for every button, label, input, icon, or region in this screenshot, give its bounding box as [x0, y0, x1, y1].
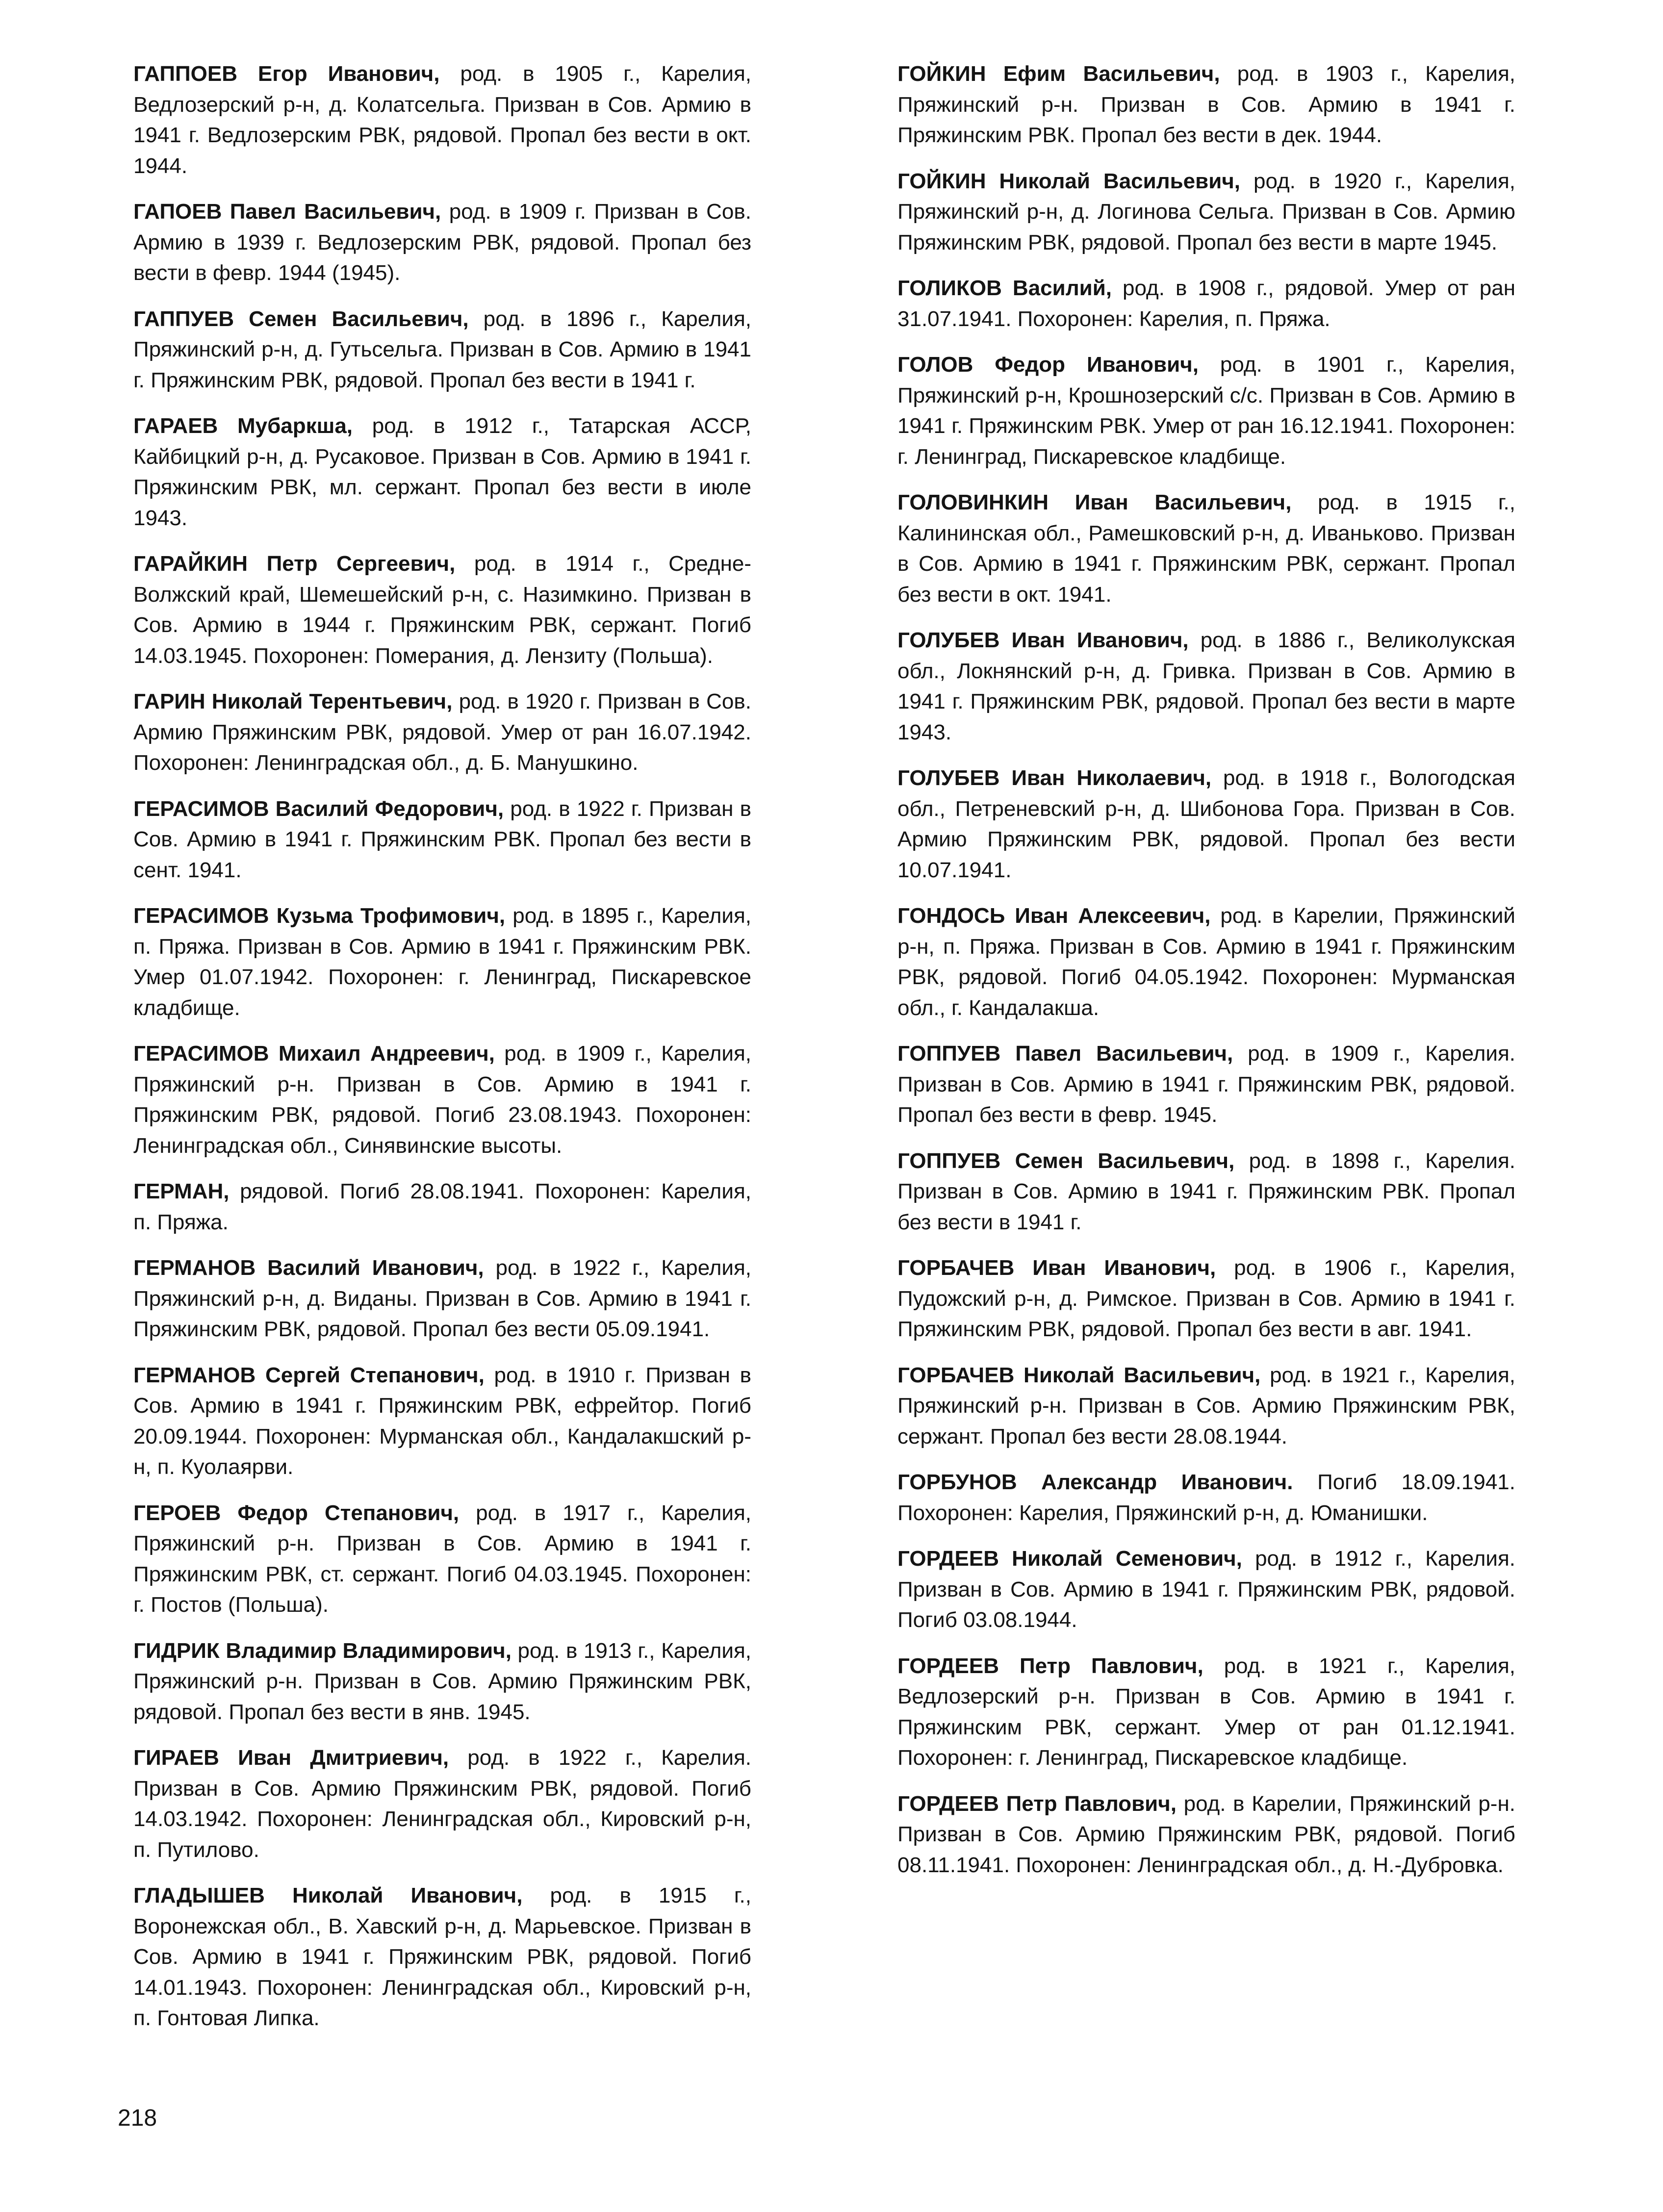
- left-column: [133, 59, 751, 2049]
- entry: [133, 1253, 751, 1345]
- entry-text: род. в 1917 г., Карелия, Пряжинский р-н. Призван в Сов. Армию в 1941 г. Пряжинским РВК, ст. сержант. Погиб 04.03.1945. Похоронен: г. Постов (Польша).: [133, 1500, 751, 1617]
- entry: [133, 1039, 751, 1161]
- entry-name: ГОЛУБЕВ Иван Иванович,: [897, 628, 1189, 652]
- entry-name: ГОЛОВИНКИН Иван Васильевич,: [897, 490, 1292, 514]
- entry-text: род. в 1895 г., Карелия, п. Пряжа. Призван в Сов. Армию в 1941 г. Пряжинским РВК. Умер 01.07.1942. Похоронен: г. Ленинград, Пискаревское кладбище.: [133, 904, 751, 1020]
- entry-name: ГАППУЕВ Семен Васильевич,: [133, 306, 469, 331]
- entry: [897, 901, 1515, 1023]
- entry-name: ГОРДЕЕВ Николай Семенович,: [897, 1547, 1242, 1571]
- entry-name: ГОЛУБЕВ Иван Николаевич,: [897, 766, 1212, 790]
- entry-name: ГОЙКИН Николай Васильевич,: [897, 169, 1241, 193]
- entry: [133, 794, 751, 886]
- entry-text: род. в 1920 г. Призван в Сов. Армию Пряжинским РВК, рядовой. Умер от ран 16.07.1942. Похоронен: Ленинградская обл., д. Б. Манушкино.: [133, 689, 751, 775]
- entry-name: ГОЛОВ Федор Иванович,: [897, 353, 1199, 377]
- entry-name: ГЕРМАНОВ Василий Иванович,: [133, 1256, 484, 1280]
- entry-name: ГАРИН Николай Терентьевич,: [133, 689, 453, 713]
- entry-name: ГОРДЕЕВ Петр Павлович,: [897, 1791, 1177, 1816]
- entry-name: ГОППУЕВ Павел Васильевич,: [897, 1042, 1233, 1066]
- entry: [897, 763, 1515, 886]
- entry-text: род. в 1905 г., Карелия, Ведлозерский р-н, д. Колатсельга. Призван в Сов. Армию в 1941 г. Ведлозерским РВК, рядовой. Пропал без вести в окт. 1944.: [133, 62, 752, 178]
- entry-text: род. в 1921 г., Карелия, Ведлозерский р-н. Призван в Сов. Армию в 1941 г. Пряжинским РВК, сержант. Умер от ран 01.12.1941. Похоронен: г. Ленинград, Пискаревское кладбище.: [897, 1653, 1515, 1770]
- entry: [133, 59, 751, 181]
- entry-name: ГОРБАЧЕВ Николай Васильевич,: [897, 1363, 1261, 1387]
- entry: [133, 1881, 751, 2034]
- entry-name: ГАПОЕВ Павел Васильевич,: [133, 200, 441, 224]
- entry-text: род. в 1906 г., Карелия, Пудожский р-н, д. Римское. Призван в Сов. Армию в 1941 г. Пряжинским РВК, рядовой. Пропал без вести в авг. 1941.: [897, 1256, 1516, 1341]
- entry-text: род. в 1920 г., Карелия, Пряжинский р-н, д. Логинова Сельга. Призван в Сов. Армию Пряжинским РВК, рядовой. Пропал без вести в марте 1945.: [897, 169, 1516, 254]
- entry: [897, 1253, 1515, 1345]
- entry-text: род. в 1886 г., Великолукская обл., Локнянский р-н, д. Гривка. Призван в Сов. Армию в 1941 г. Пряжинским РВК, рядовой. Пропал без вести в марте 1943.: [897, 628, 1515, 744]
- entry: [897, 1467, 1515, 1528]
- entry-name: ГИДРИК Владимир Владимирович,: [133, 1638, 512, 1663]
- entry: [133, 1498, 751, 1621]
- entry: [133, 901, 751, 1023]
- entry-name: ГЕРМАН,: [133, 1179, 230, 1203]
- entry-name: ГОНДОСЬ Иван Алексеевич,: [897, 904, 1211, 928]
- entry-name: ГЕРМАНОВ Сергей Степанович,: [133, 1363, 485, 1387]
- entry-name: ГАРАЙКИН Петр Сергеевич,: [133, 552, 456, 576]
- entry-text: род. в Карелии, Пряжинский р-н. Призван в Сов. Армию Пряжинским РВК, рядовой. Погиб 08.11.1941. Похоронен: Ленинградская обл., д. Н.-Дубровка.: [897, 1791, 1515, 1877]
- entry-name: ГАРАЕВ Мубаркша,: [133, 414, 353, 438]
- entry-name: ГЛАДЫШЕВ Николай Иванович,: [133, 1883, 523, 1907]
- entry-text: род. в 1915 г., Калининская обл., Рамешковский р-н, д. Иваньково. Призван в Сов. Армию в 1941 г. Пряжинским РВК, сержант. Пропал без вести в окт. 1941.: [897, 490, 1516, 607]
- entry: [897, 1789, 1515, 1881]
- entry-text: род. в 1921 г., Карелия, Пряжинский р-н. Призван в Сов. Армию Пряжинским РВК, сержант. Пропал без вести 28.08.1944.: [897, 1363, 1516, 1449]
- entry-text: род. в 1910 г. Призван в Сов. Армию в 1941 г. Пряжинским РВК, ефрейтор. Погиб 20.09.1944. Похоронен: Мурманская обл., Кандалакшский р-н, п. Куолаярви.: [133, 1363, 751, 1479]
- entry: [133, 1360, 751, 1483]
- entry-name: ГОРБАЧЕВ Иван Иванович,: [897, 1256, 1216, 1280]
- entry-text: род. в 1914 г., Средне-Волжский край, Шемешейский р-н, с. Назимкино. Призван в Сов. Армию в 1944 г. Пряжинским РВК, сержант. Погиб 14.03.1945. Похоронен: Померания, д. Лензиту (Польша).: [133, 552, 752, 668]
- entry: [133, 1636, 751, 1728]
- entry: [133, 686, 751, 779]
- entry: [897, 350, 1515, 472]
- entry-name: ГЕРОЕВ Федор Степанович,: [133, 1500, 460, 1525]
- entry-name: ГОРДЕЕВ Петр Павлович,: [897, 1653, 1203, 1678]
- entry-text: род. в 1909 г., Карелия. Призван в Сов. Армию в 1941 г. Пряжинским РВК, рядовой. Пропал без вести в февр. 1945.: [897, 1042, 1516, 1127]
- entry-text: род. в 1909 г., Карелия, Пряжинский р-н. Призван в Сов. Армию в 1941 г. Пряжинским РВК, рядовой. Погиб 23.08.1943. Похоронен: Ленинградская обл., Синявинские высоты.: [133, 1042, 752, 1158]
- page-number: 218: [118, 2105, 157, 2131]
- entry: [897, 487, 1515, 610]
- entry: [897, 625, 1515, 748]
- entry-text: род. в 1915 г., Воронежская обл., В. Хавский р-н, д. Марьевское. Призван в Сов. Армию в 1941 г. Пряжинским РВК, рядовой. Погиб 14.01.1943. Похоронен: Ленинградская обл., Кировский р-н, п. Гонтовая Липка.: [133, 1883, 752, 2030]
- entry: [133, 197, 751, 289]
- entry-text: род. в Карелии, Пряжинский р-н, п. Пряжа. Призван в Сов. Армию в 1941 г. Пряжинским РВК, рядовой. Погиб 04.05.1942. Похоронен: Мурманская обл., г. Кандалакша.: [897, 904, 1515, 1020]
- entry: [897, 1651, 1515, 1774]
- entry-text: рядовой. Погиб 28.08.1941. Похоронен: Карелия, п. Пряжа.: [133, 1179, 751, 1234]
- entry: [897, 1360, 1515, 1452]
- entry-text: род. в 1918 г., Вологодская обл., Петреневский р-н, д. Шибонова Гора. Призван в Сов. Армию Пряжинским РВК, рядовой. Пропал без вести 10.07.1941.: [897, 766, 1515, 882]
- entry-text: род. в 1912 г., Татарская АССР, Кайбицкий р-н, д. Русаковое. Призван в Сов. Армию в 1941 г. Пряжинским РВК, мл. сержант. Пропал без вести в июле 1943.: [133, 414, 752, 530]
- entry-text: род. в 1922 г. Призван в Сов. Армию в 1941 г. Пряжинским РВК. Пропал без вести в сент. 1941.: [133, 796, 751, 882]
- entry-text: род. в 1922 г., Карелия, Пряжинский р-н, д. Виданы. Призван в Сов. Армию в 1941 г. Пряжинским РВК, рядовой. Пропал без вести 05.09.1941.: [133, 1256, 752, 1341]
- entry: [897, 166, 1515, 258]
- entry: [897, 1146, 1515, 1238]
- entry: [133, 304, 751, 396]
- entry: [897, 273, 1515, 334]
- entry-text: род. в 1901 г., Карелия, Пряжинский р-н, Крошнозерский с/с. Призван в Сов. Армию в 1941 г. Пряжинским РВК. Умер от ран 16.12.1941. Похоронен: г. Ленинград, Пискаревское кладбище.: [897, 353, 1515, 469]
- entry: [133, 411, 751, 534]
- entry-text: род. в 1903 г., Карелия, Пряжинский р-н. Призван в Сов. Армию в 1941 г. Пряжинским РВК. Пропал без вести в дек. 1944.: [897, 62, 1516, 147]
- entry-name: ГЕРАСИМОВ Михаил Андреевич,: [133, 1042, 495, 1066]
- entry-text: род. в 1913 г., Карелия, Пряжинский р-н. Призван в Сов. Армию Пряжинским РВК, рядовой. Пропал без вести в янв. 1945.: [133, 1638, 751, 1724]
- entry: [897, 1544, 1515, 1636]
- entry: [133, 549, 751, 671]
- entry-text: род. в 1912 г., Карелия. Призван в Сов. Армию в 1941 г. Пряжинским РВК, рядовой. Погиб 03.08.1944.: [897, 1547, 1515, 1632]
- entry: [897, 1039, 1515, 1131]
- entry-name: ГЕРАСИМОВ Кузьма Трофимович,: [133, 904, 506, 928]
- entry-text: Погиб 18.09.1941. Похоронен: Карелия, Пряжинский р-н, д. Юманишки.: [897, 1470, 1515, 1525]
- entry-name: ГИРАЕВ Иван Дмитриевич,: [133, 1746, 449, 1770]
- entry-text: род. в 1898 г., Карелия. Призван в Сов. Армию в 1941 г. Пряжинским РВК. Пропал без вести в 1941 г.: [897, 1148, 1515, 1234]
- entry-name: ГОЙКИН Ефим Васильевич,: [897, 62, 1220, 86]
- entry: [897, 59, 1515, 151]
- entry-name: ГАППОЕВ Егор Иванович,: [133, 62, 440, 86]
- entry-text: род. в 1909 г. Призван в Сов. Армию в 1939 г. Ведлозерским РВК, рядовой. Пропал без вести в февр. 1944 (1945).: [133, 200, 751, 285]
- entry-text: род. в 1896 г., Карелия, Пряжинский р-н, д. Гутьсельга. Призван в Сов. Армию в 1941 г. Пряжинским РВК, рядовой. Пропал без вести в 1941 г.: [133, 306, 751, 392]
- entry-name: ГЕРАСИМОВ Василий Федорович,: [133, 796, 504, 821]
- entry-text: род. в 1922 г., Карелия. Призван в Сов. Армию Пряжинским РВК, рядовой. Погиб 14.03.1942. Похоронен: Ленинградская обл., Кировский р-н, п. Путилово.: [133, 1746, 752, 1862]
- entry: [133, 1743, 751, 1865]
- entry-name: ГОРБУНОВ Александр Иванович.: [897, 1470, 1293, 1494]
- entry-name: ГОЛИКОВ Василий,: [897, 276, 1112, 300]
- entry-text: род. в 1908 г., рядовой. Умер от ран 31.07.1941. Похоронен: Карелия, п. Пряжа.: [897, 276, 1516, 331]
- entry-name: ГОППУЕВ Семен Васильевич,: [897, 1148, 1235, 1173]
- entry: [133, 1176, 751, 1238]
- right-column: [897, 59, 1515, 1896]
